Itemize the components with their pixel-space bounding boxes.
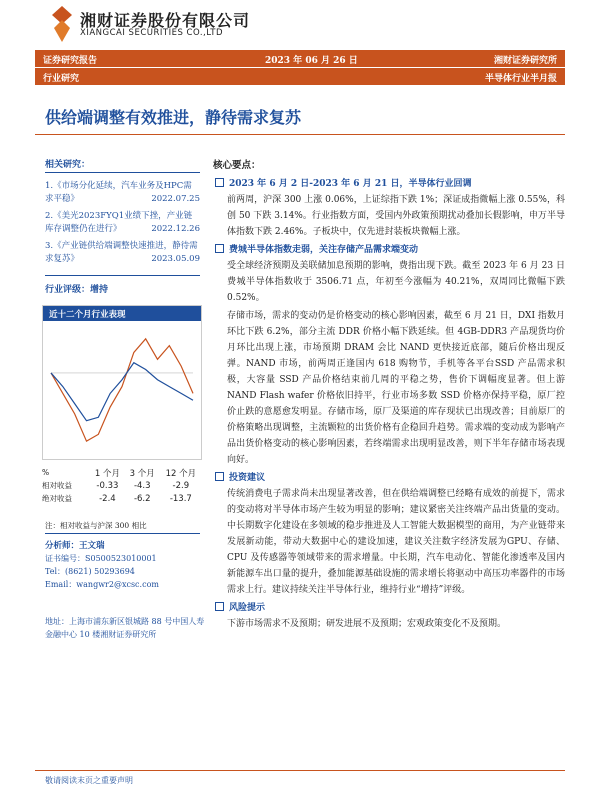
header-bar-bottom	[35, 68, 565, 85]
related-research-heading: 相关研究：	[45, 160, 91, 170]
footer-disclaimer: 敬请阅读末页之重要声明	[45, 776, 133, 785]
address: 地址：上海市浦东新区银城路 88 号中国人寿金融中心 10 楼湘财证券研究所	[45, 617, 205, 639]
section-paragraph: 前两周，沪深 300 上涨 0.06%，上证综指下跌 1%；深证成指微幅上涨 0.55%，科创 50 下跌 3.14%。行业指数方面，受国内外政策预期扰动叠加长假影响，申万半导体指数下跌 2.46%。子板块中，仅先进封装板块微幅上涨。	[227, 195, 565, 237]
report-subcategory: 半导体行业半月报	[484, 74, 557, 84]
table-cell: -4.3	[133, 480, 151, 491]
tel: Tel：(8621) 50293694	[45, 567, 135, 576]
table-cell: -13.7	[169, 493, 192, 504]
report-category: 行业研究	[43, 74, 80, 84]
table-row-label: 绝对收益	[42, 494, 72, 503]
institute-name: 湘财证券研究所	[493, 56, 557, 66]
section-heading: 费城半导体指数走弱，关注存储产品需求端变动	[213, 242, 565, 255]
contact-block	[45, 552, 205, 591]
table-cell: -2.9	[172, 480, 190, 491]
section-heading: 2023 年 6 月 2 日-2023 年 6 月 21 日，半导体行业回调	[213, 176, 565, 189]
table-note: 注：相对收益与沪深 300 相比	[45, 521, 147, 530]
series-line	[51, 363, 193, 421]
section-paragraph: 受全球经济预期及美联储加息预期的影响，费指出现下跌。截至 2023 年 6 月 23 日费城半导体指数收于 3506.71 点，年初至今涨幅为 40.21%，双周同比微幅下跌 0.52%。	[227, 261, 565, 303]
company-logo-icon	[52, 6, 72, 42]
cert-number: 证书编号：S0500523010001	[45, 554, 157, 563]
table-header-cell: %	[42, 468, 50, 477]
performance-chart-plot	[43, 322, 201, 460]
table-row-label: 相对收益	[42, 481, 72, 490]
table-row	[42, 479, 202, 492]
table-header-cell: 3 个月	[129, 468, 155, 479]
performance-table	[42, 466, 202, 505]
table-cell: -6.2	[133, 493, 151, 504]
table-header-cell: 1 个月	[94, 468, 120, 479]
brand-name-cn: 湘财证券股份有限公司	[80, 11, 251, 30]
series-line	[51, 339, 193, 441]
related-item[interactable]	[45, 180, 200, 206]
related-item[interactable]	[45, 240, 200, 266]
related-item-title: 3.《产业链供给端调整快速推进，静待需求复苏》	[45, 241, 198, 264]
related-item-title: 1.《市场分化延续，汽车业务及HPC需求平稳》	[45, 181, 192, 204]
related-item-title: 2.《美光2023FYQ1业绩下挫，产业链库存调整仍在进行》	[45, 211, 193, 234]
section-paragraph: 传统消费电子需求尚未出现显著改善，但在供给端调整已经略有成效的前提下，需求的变动将对半导体市场产生较为明显的影响；建议紧密关注终端产品出货量的变动。中长期数字化建设在多领域的稳步推进及人工智能大数据模型的商用，为产业链带来发展新动能，带动大数据中心的建设加速，建议关注数字经济发展为GPU、存储、CPU 及传感器等领域带来的需求增量。中长期，汽车电动化、智能化渗透率及国内新能源车出口量的提升，叠加能源基础设施的需求增长将驱动中高压功率器件的市场需求上行。建议持续关注半导体行业，维持行业“增持”评级。	[227, 489, 565, 595]
chart-title: 近十二个月行业表现	[43, 306, 201, 321]
analyst-name: 分析师：王文瑞	[45, 541, 105, 551]
section-heading: 投资建议	[213, 470, 565, 483]
footer-divider	[35, 770, 565, 771]
table-header-cell: 12 个月	[165, 468, 197, 479]
table-cell: -0.33	[96, 480, 119, 491]
email[interactable]: Email：wangwr2@xcsc.com	[45, 580, 159, 589]
title-divider	[35, 134, 565, 135]
sidebar-divider	[45, 533, 200, 534]
sidebar-divider	[45, 172, 200, 173]
table-header-row	[42, 466, 202, 479]
related-item-date: 2022.07.25	[151, 194, 200, 204]
table-row	[42, 492, 202, 505]
page-title: 供给端调整有效推进，静待需求复苏	[45, 108, 302, 127]
header-bar-top	[35, 50, 565, 67]
table-cell: -2.4	[99, 493, 116, 504]
report-date: 2023 年 06 月 26 日	[265, 56, 358, 66]
related-item[interactable]	[45, 210, 200, 236]
report-type: 证券研究报告	[43, 56, 98, 66]
section-heading: 风险提示	[213, 600, 565, 613]
brand-name-en: XIANGCAI SECURITIES CO.,LTD	[80, 28, 224, 38]
section-paragraph: 存储市场，需求的变动仍是价格变动的核心影响因素，截至 6 月 21 日，DXI 指数月环比下跌 6.2%，部分主流 DDR 价格小幅下跌延续。但 4GB-DDR3 产品现货均价月环比出现上涨，市场预期 DRAM 会比 NAND 更快接近底部，随后价格出现反弹。NAND 市场，前两周正逢国内 618 购物节，手机等各平台SSD 产品需求积极，大容量 SSD 产品价格结束前几周的平稳之势，售价下调幅度显著。但上游 NAND Flash wafer 价格依旧持平，行业市场多数 SSD 价格亦保持平稳，原厂控价止跌的意愿愈发明显。存储市场，原厂及渠道的库存现状已出现改善；目前原厂的价格策略出现调整，主流颗粒的出货价格有企稳回升趋势。需求端的变动成为影响产品出货价格变动的核心影响因素，若终端需求出现明显改善，则下半年存储市场表现向好。	[227, 311, 565, 465]
section-paragraph: 下游市场需求不及预期；研发进展不及预期；宏观政策变化不及预期。	[227, 619, 507, 629]
sidebar-divider	[45, 275, 200, 276]
related-item-date: 2022.12.26	[151, 224, 200, 234]
industry-rating: 行业评级：增持	[45, 285, 109, 295]
key-points-heading: 核心要点：	[213, 160, 261, 171]
key-points	[213, 157, 565, 634]
related-item-date: 2023.05.09	[151, 254, 200, 264]
performance-chart	[42, 305, 202, 460]
